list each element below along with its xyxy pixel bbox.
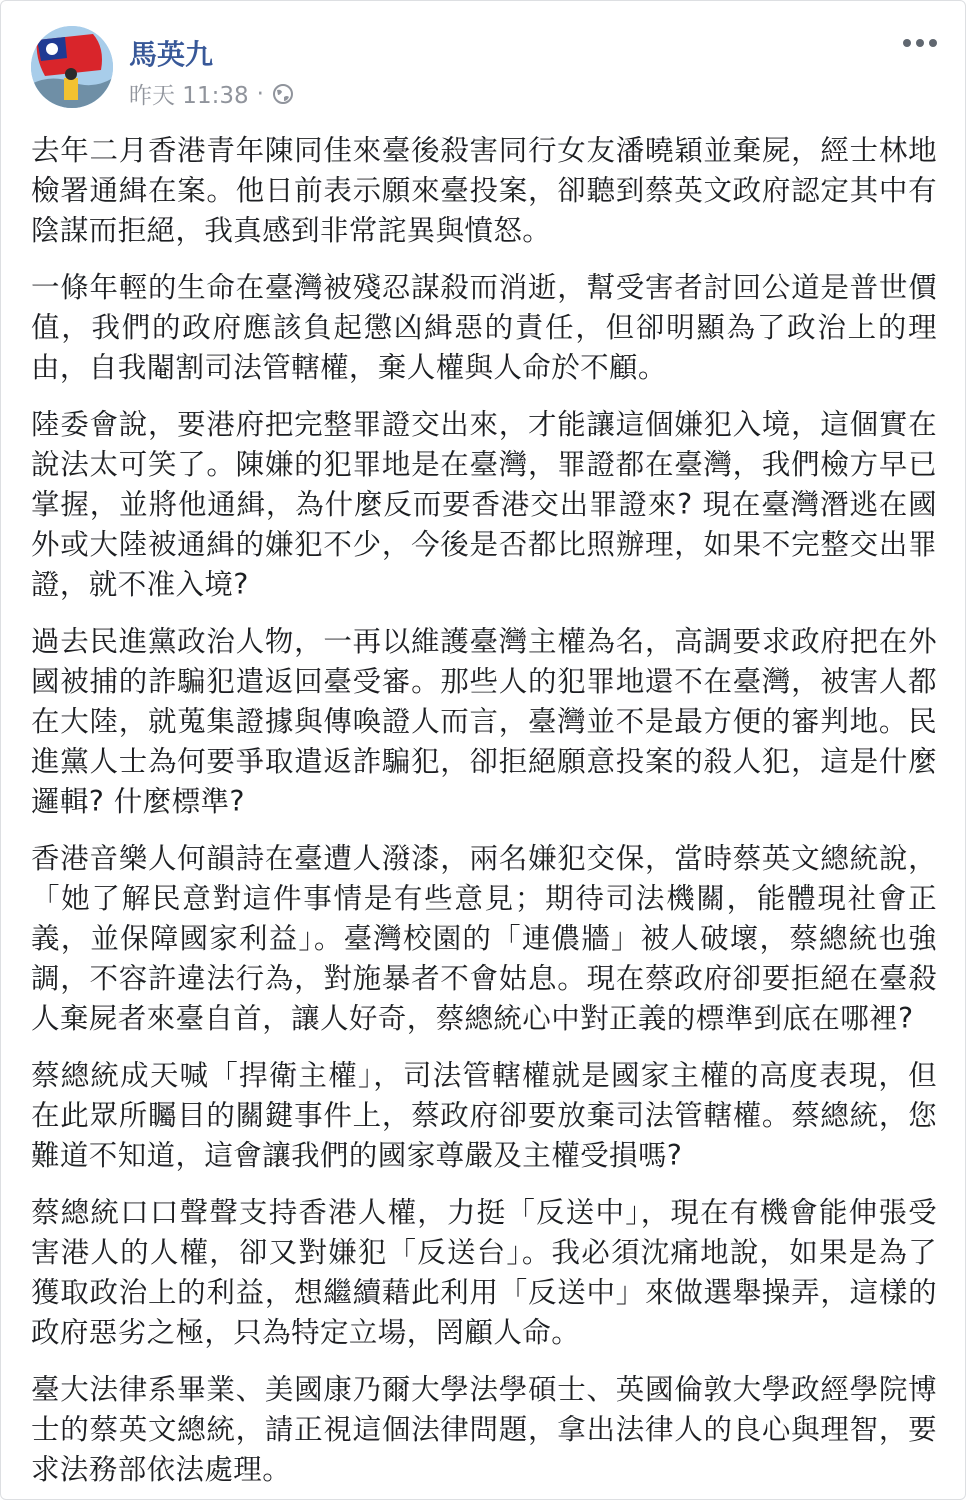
post-paragraph: 過去民進黨政治人物，一再以維護臺灣主權為名，高調要求政府把在外國被捕的詐騙犯遣返回臺受審。那些人的犯罪地還不在臺灣，被害人都在大陸，就蒐集證據與傳喚證人而言，臺灣並不是最方便的審判地。民進黨人士為何要爭取遣返詐騙犯，卻拒絕願意投案的殺人犯，這是什麼邏輯? 什麼標準? (31, 625, 937, 818)
globe-icon[interactable] (272, 83, 294, 105)
avatar[interactable] (31, 26, 113, 108)
post-timestamp[interactable]: 昨天 11:38 (129, 83, 249, 109)
author-name[interactable]: 馬英九 (129, 38, 214, 71)
more-dot (903, 39, 911, 47)
post-paragraph: 臺大法律系畢業、美國康乃爾大學法學碩士、英國倫敦大學政經學院博士的蔡英文總統，請正視這個法律問題，拿出法律人的良心與理智，要求法務部依法處理。 (31, 1373, 937, 1486)
more-dot (929, 39, 937, 47)
profile-photo-icon (31, 26, 113, 108)
post-body (31, 131, 937, 1507)
post-paragraph: 陸委會說，要港府把完整罪證交出來，才能讓這個嫌犯入境，這個實在說法太可笑了。陳嫌的犯罪地是在臺灣，罪證都在臺灣，我們檢方早已掌握，並將他通緝，為什麼反而要香港交出罪證來? 現在臺灣潛逃在國外或大陸被通緝的嫌犯不少，今後是否都比照辦理，如果不完整交出罪證，就不准入境? (31, 408, 937, 601)
meta-separator: · (256, 80, 264, 107)
post-paragraph: 蔡總統口口聲聲支持香港人權，力挺「反送中」，現在有機會能伸張受害港人的人權，卻又對嫌犯「反送台」。我必須沈痛地說，如果是為了獲取政治上的利益，想繼續藉此利用「反送中」來做選舉操弄，這樣的政府惡劣之極，只為特定立場，罔顧人命。 (31, 1196, 937, 1349)
more-options-icon[interactable] (903, 39, 937, 47)
post-meta (129, 77, 294, 110)
post-paragraph: 蔡總統成天喊「捍衛主權」，司法管轄權就是國家主權的高度表現，但在此眾所矚目的關鍵事件上，蔡政府卻要放棄司法管轄權。蔡總統，您難道不知道，這會讓我們的國家尊嚴及主權受損嗎? (31, 1059, 937, 1172)
post-paragraph: 一條年輕的生命在臺灣被殘忍謀殺而消逝，幫受害者討回公道是普世價值，我們的政府應該負起懲凶緝惡的責任，但卻明顯為了政治上的理由，自我閹割司法管轄權，棄人權與人命於不顧。 (31, 271, 937, 384)
post-paragraph: 香港音樂人何韻詩在臺遭人潑漆，兩名嫌犯交保，當時蔡英文總統說，「她了解民意對這件事情是有些意見；期待司法機關，能體現社會正義，並保障國家利益」。臺灣校園的「連儂牆」被人破壞，蔡總統也強調，不容許違法行為，對施暴者不會姑息。現在蔡政府卻要拒絕在臺殺人棄屍者來臺自首，讓人好奇，蔡總統心中對正義的標準到底在哪裡? (31, 842, 937, 1035)
more-dot (916, 39, 924, 47)
post-paragraph: 去年二月香港青年陳同佳來臺後殺害同行女友潘曉穎並棄屍，經士林地檢署通緝在案。他日前表示願來臺投案，卻聽到蔡英文政府認定其中有陰謀而拒絕，我真感到非常詫異與憤怒。 (31, 134, 937, 247)
